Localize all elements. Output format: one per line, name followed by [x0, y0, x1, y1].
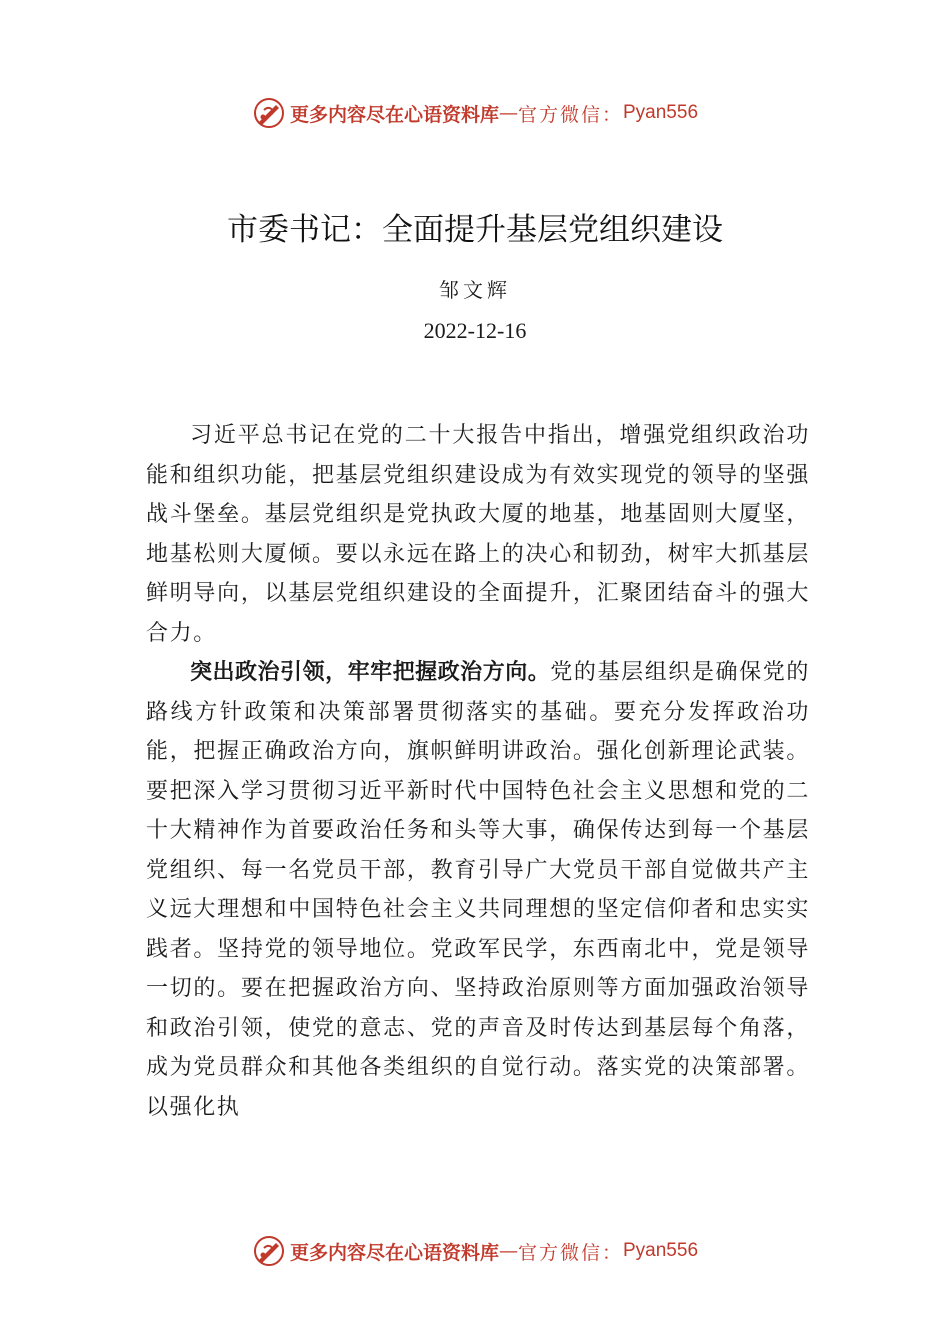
banner-wechat-id: Pyan556	[623, 1240, 699, 1261]
article-date: 2022-12-16	[423, 318, 527, 343]
banner-separator: —	[498, 102, 518, 124]
banner-brand: 更多内容尽在心语资料库	[289, 1241, 499, 1264]
logo-icon	[252, 1234, 286, 1268]
banner-separator: —	[498, 1240, 518, 1262]
article-title: 市委书记：全面提升基层党组织建设	[227, 212, 723, 248]
banner-wechat-label: 官方微信：	[517, 103, 623, 126]
paragraph-text: 习近平总书记在党的二十大报告中指出，增强党组织政治功能和组织功能，把基层党组织建设成为有效实现党的领导的坚强战斗堡垒。基层党组织是党执政大厦的地基，地基固则大厦坚，地基松则大厦倾。要以永远在路上的决心和韧劲，树牢大抓基层鲜明导向，以基层党组织建设的全面提升，汇聚团结奋斗的强大合力。	[146, 423, 810, 646]
article-author: 邹文辉	[439, 278, 511, 302]
paragraph	[146, 653, 810, 1127]
header-banner	[0, 96, 950, 130]
paragraph-lead: 突出政治引领，牢牢把握政治方向。	[190, 660, 551, 685]
banner-wechat-id: Pyan556	[623, 102, 699, 123]
banner-wechat-label: 官方微信：	[517, 1241, 623, 1264]
footer-banner	[0, 1234, 950, 1268]
logo-icon	[252, 96, 286, 130]
paragraph	[146, 416, 810, 653]
banner-brand: 更多内容尽在心语资料库	[289, 103, 499, 126]
paragraph-text: 党的基层组织是确保党的路线方针政策和决策部署贯彻落实的基础。要充分发挥政治功能，把握正确政治方向，旗帜鲜明讲政治。强化创新理论武装。要把深入学习贯彻习近平新时代中国特色社会主义思想和党的二十大精神作为首要政治任务和头等大事，确保传达到每一个基层党组织、每一名党员干部，教育引导广大党员干部自觉做共产主义远大理想和中国特色社会主义共同理想的坚定信仰者和忠实实践者。坚持党的领导地位。党政军民学，东西南北中，党是领导一切的。要在把握政治方向、坚持政治原则等方面加强政治领导和政治引领，使党的意志、党的声音及时传达到基层每个角落，成为党员群众和其他各类组织的自觉行动。落实党的决策部署。以强化执	[146, 660, 810, 1120]
article-body	[146, 416, 810, 1127]
